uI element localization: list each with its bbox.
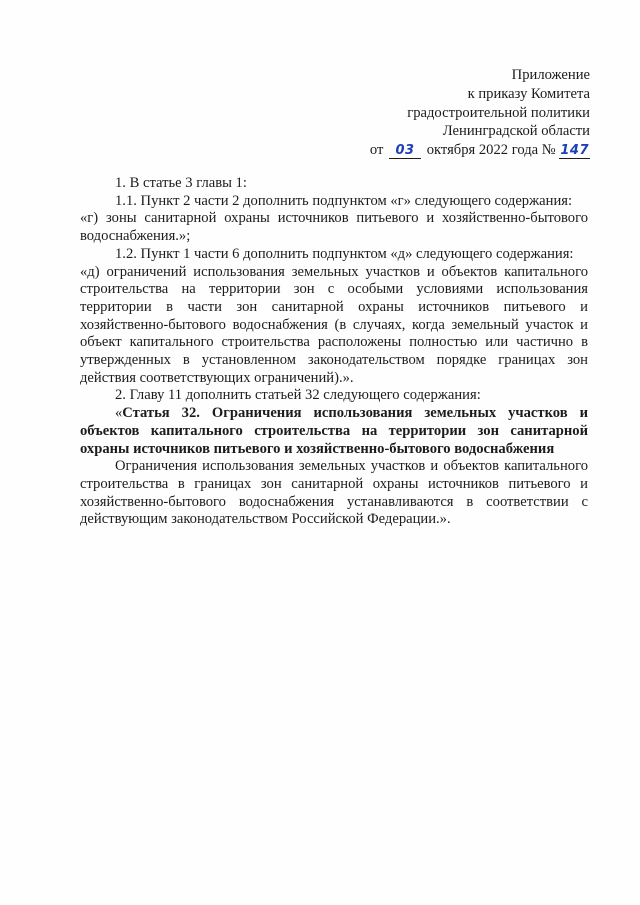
handwritten-order-number: 147 xyxy=(560,143,589,159)
paragraph-d: «д) ограничений использования земельных участков и объектов капитального строительства на территории зон с особыми условиями использования территории в части зон санитарной охраны источников питьевого и хозяйственно-бытового водоснабжения (в случаях, когда земельный участок и объект капитального строительства расположены полностью или частично в утвержденных в установленном законодательством порядке границах зон действия соответствующих ограничений).». xyxy=(80,263,588,386)
article-32-text: Ограничения использования земельных участков и объектов капитального строительства в границах зон санитарной охраны источников питьевого и хозяйственно-бытового водоснабжения устанавливаются в соответствии с действующим законодательством Российской Федерации.». xyxy=(80,458,588,528)
paragraph-g: «г) зоны санитарной охраны источников питьевого и хозяйственно-бытового водоснабжения.»; xyxy=(80,210,588,245)
opening-quote: « xyxy=(115,405,123,422)
date-rest: октября 2022 года № xyxy=(426,142,556,159)
paragraph-1-2: 1.2. Пункт 1 части 6 дополнить подпунктом «д» следующего содержания: xyxy=(115,245,574,262)
article-32-heading xyxy=(80,405,588,458)
date-prefix: от xyxy=(369,142,384,159)
committee-name-line: градостроительной политики xyxy=(407,104,590,121)
order-reference: к приказу Комитета xyxy=(467,85,590,102)
paragraph-2: 2. Главу 11 дополнить статьей 32 следующего содержания: xyxy=(115,387,481,404)
handwritten-day: 03 xyxy=(389,143,421,159)
appendix-title: Приложение xyxy=(511,67,590,83)
region-name-line: Ленинградской области xyxy=(442,123,590,140)
paragraph-1-1: 1.1. Пункт 2 части 2 дополнить подпунктом «г» следующего содержания: xyxy=(115,192,573,209)
order-date-line xyxy=(270,141,590,160)
article-32-title: Статья 32. Ограничения использования земельных участков и объектов капитального строительства на территории зон санитарной охраны источников питьевого и хозяйственно-бытового водоснабжения xyxy=(80,405,588,457)
paragraph-1: 1. В статье 3 главы 1: xyxy=(115,175,247,191)
appendix-header xyxy=(270,66,590,160)
document-body xyxy=(80,175,588,529)
